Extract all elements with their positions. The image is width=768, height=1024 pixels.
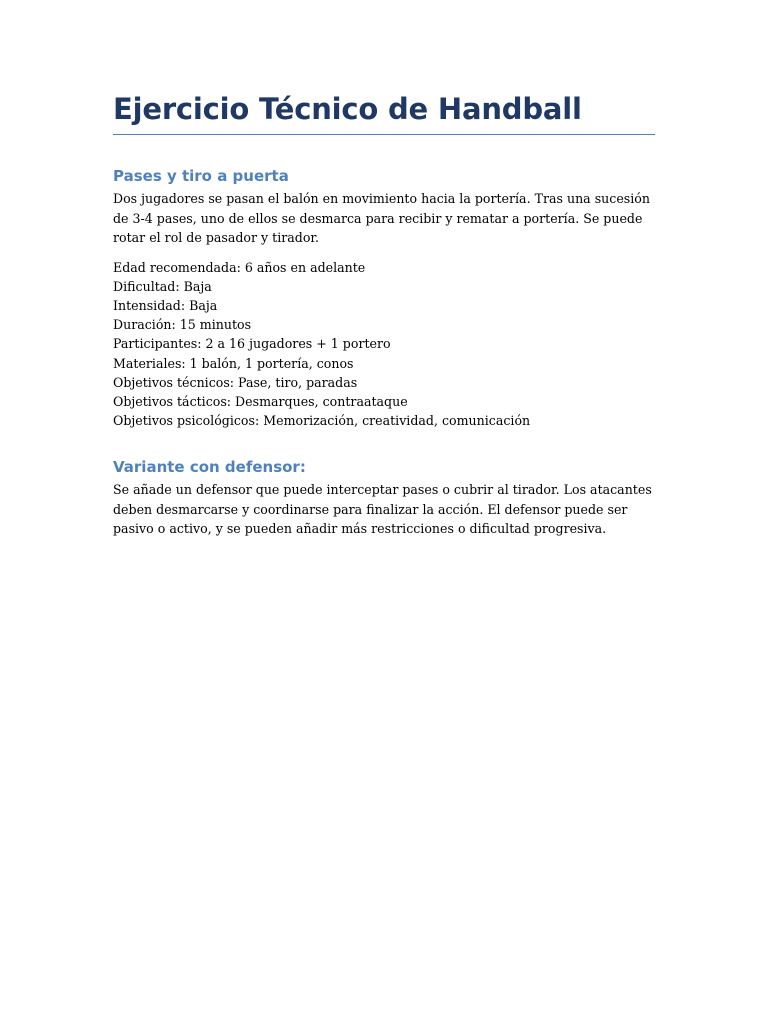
section-heading-variante: Variante con defensor:	[113, 458, 306, 477]
fact-objetivos-psicologicos: Objetivos psicológicos: Memorización, creatividad, comunicación	[113, 413, 531, 429]
fact-edad: Edad recomendada: 6 años en adelante	[113, 259, 366, 275]
fact-intensidad: Intensidad: Baja	[113, 297, 218, 313]
fact-duracion: Duración: 15 minutos	[113, 317, 252, 333]
fact-objetivos-tacticos: Objetivos tácticos: Desmarques, contraataque	[113, 393, 408, 409]
fact-materiales: Materiales: 1 balón, 1 portería, conos	[113, 355, 354, 371]
section-paragraph-variante: Se añade un defensor que puede interceptar pases o cubrir al tirador. Los atacantes deben desmarcarse y coordinarse para finalizar la acción. El defensor puede ser pasivo o activo, y se pueden añadir más restricciones o dificultad progresiva.	[113, 482, 652, 537]
exercise-facts-list	[113, 258, 655, 431]
fact-objetivos-tecnicos: Objetivos técnicos: Pase, tiro, paradas	[113, 374, 358, 390]
fact-participantes: Participantes: 2 a 16 jugadores + 1 portero	[113, 336, 391, 352]
section-paragraph-pases: Dos jugadores se pasan el balón en movimiento hacia la portería. Tras una sucesión de 3-4 pases, uno de ellos se desmarca para recibir y rematar a portería. Se puede rotar el rol de pasador y tirador.	[113, 191, 650, 245]
section-heading-pases: Pases y tiro a puerta	[113, 167, 289, 185]
document-page	[113, 92, 655, 539]
fact-dificultad: Dificultad: Baja	[113, 278, 212, 294]
document-title: Ejercicio Técnico de Handball	[113, 92, 655, 135]
